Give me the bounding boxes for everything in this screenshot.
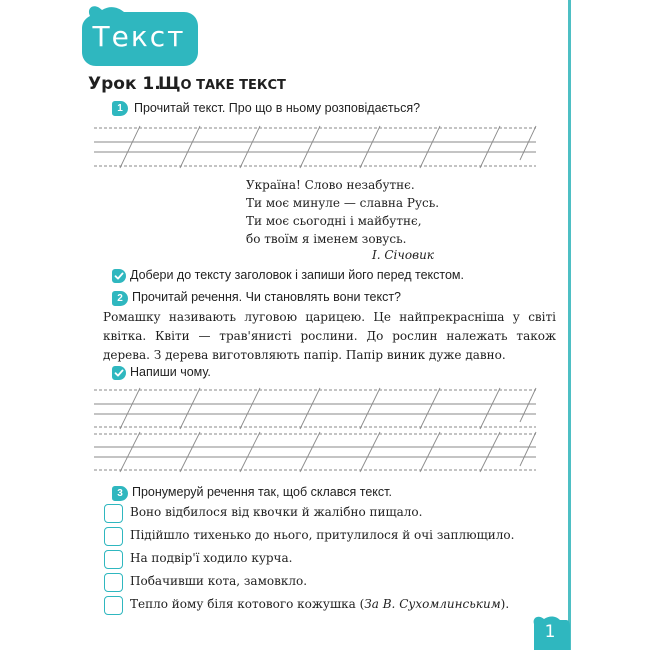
- page-number: 1: [544, 622, 556, 642]
- number-input-box[interactable]: [104, 550, 123, 569]
- section-tag: [80, 2, 198, 66]
- lesson-title-rest: О ТАКЕ ТЕКСТ: [180, 78, 286, 93]
- page-right-border: [568, 0, 571, 650]
- sentence-5-text: Тепло йому біля котового кожушка (: [130, 597, 365, 611]
- poem-author: І. Січовик: [372, 248, 434, 262]
- subtask-1-text: Добери до тексту заголовок і запиши його перед текстом.: [130, 268, 464, 282]
- poem-line: Україна! Слово незабутнє.: [246, 178, 415, 192]
- task-1-text: Прочитай текст. Про що в ньому розповідається?: [134, 101, 421, 115]
- sentence-5-source: За В. Сухомлинським: [364, 597, 501, 611]
- section-title: Текст: [92, 20, 186, 53]
- subtask-2-text: Напиши чому.: [130, 365, 211, 379]
- page-number-tag: [530, 614, 570, 650]
- sentence-3: На подвір'ї ходило курча.: [130, 551, 293, 565]
- number-input-box[interactable]: [104, 596, 123, 615]
- lesson-title: [158, 74, 286, 94]
- sentence-2: Підійшло тихенько до нього, притулилося й очі заплющило.: [130, 528, 515, 542]
- poem-line: Ти моє сьогодні і майбутнє,: [246, 214, 422, 228]
- number-input-box[interactable]: [104, 504, 123, 523]
- task-2-text: Прочитай речення. Чи становлять вони текст?: [132, 290, 402, 304]
- poem: [246, 176, 439, 248]
- sentence-5-close: ).: [500, 597, 510, 611]
- task-3-badge: 3: [112, 486, 128, 501]
- task-2-badge: 2: [112, 291, 128, 306]
- poem-line: бо твоїм я іменем зовусь.: [246, 232, 407, 246]
- task-3-text: Пронумеруй речення так, щоб склався текст.: [132, 485, 392, 499]
- writing-lines-2: [90, 384, 550, 474]
- checkmark-icon: [112, 269, 126, 283]
- number-input-box[interactable]: [104, 527, 123, 546]
- task-1-badge: 1: [112, 101, 128, 116]
- number-input-box[interactable]: [104, 573, 123, 592]
- lesson-title-first: Щ: [158, 74, 181, 94]
- lesson-number: Урок 1.: [88, 74, 161, 94]
- sentence-4: Побачивши кота, замовкло.: [130, 574, 308, 588]
- poem-line: Ти моє минуле — славна Русь.: [246, 196, 440, 210]
- task-2-paragraph: Ромашку називають луговою царицею. Це найпрекрасніша у світі квітка. Квіти — трав'янисті рослини. До рослин належать також дерева. З дерева виготовляють папір. Папір виник дуже давно.: [103, 310, 556, 362]
- writing-lines-1: [90, 122, 550, 172]
- sentence-5: [130, 597, 509, 611]
- sentence-1: Воно відбилося від квочки й жалібно пищало.: [130, 505, 423, 519]
- checkmark-icon: [112, 366, 126, 380]
